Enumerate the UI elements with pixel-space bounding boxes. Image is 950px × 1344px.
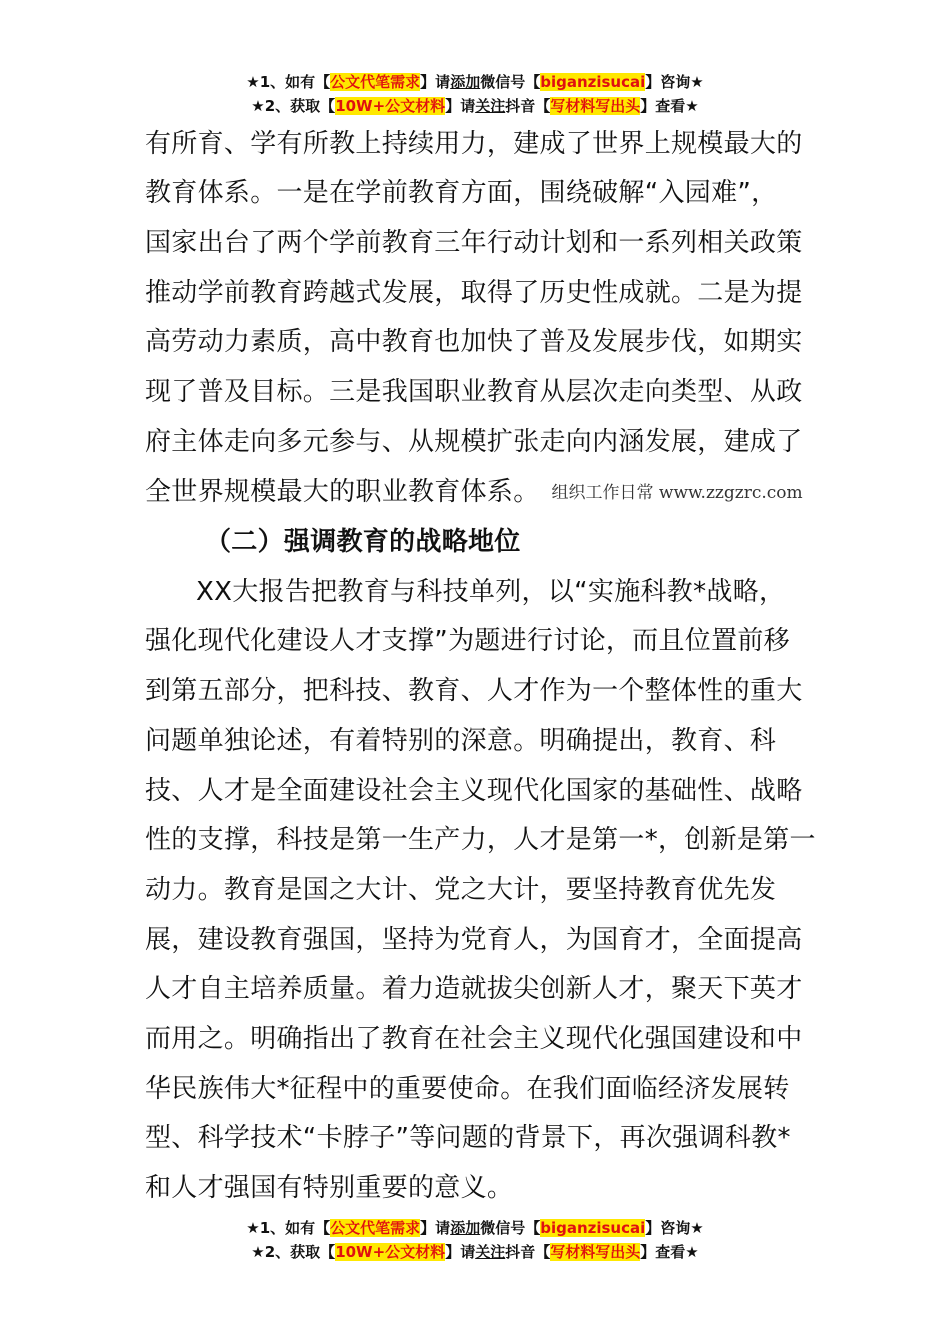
- watermark-text: 组织工作日常 www.zzgzrc.com: [551, 483, 803, 503]
- banner-text: ★2、获取【: [251, 97, 336, 115]
- banner-line-2: [0, 94, 950, 118]
- paragraph-line: 华民族伟大*征程中的重要使命。在我们面临经济发展转: [145, 1074, 790, 1104]
- banner-highlight: 公文代笔需求: [330, 73, 421, 91]
- banner-underline: 添加: [450, 1219, 481, 1237]
- banner-highlight: 写材料写出头: [550, 97, 641, 115]
- banner-text: 】查看★: [640, 97, 699, 115]
- banner-highlight: biganzisucai: [540, 73, 646, 91]
- banner-text: 】请: [420, 1219, 451, 1237]
- banner-text: 】请: [420, 73, 451, 91]
- banner-text: 】请: [445, 97, 476, 115]
- banner-text: 】咨询★: [645, 73, 704, 91]
- paragraph-line: 人才自主培养质量。着力造就拔尖创新人才，聚天下英才: [145, 974, 803, 1004]
- paragraph-line: 型、科学技术“卡脖子”等问题的背景下，再次强调科教*: [145, 1123, 791, 1153]
- banner-highlight: 10W+公文材料: [335, 97, 446, 115]
- banner-underline: 关注: [475, 97, 506, 115]
- banner-text: 微信号【: [480, 1219, 541, 1237]
- banner-line-1: [0, 1216, 950, 1240]
- paragraph-line: 技、人才是全面建设社会主义现代化国家的基础性、战略: [145, 776, 803, 806]
- paragraph-line: 到第五部分，把科技、教育、人才作为一个整体性的重大: [145, 676, 803, 706]
- banner-underline: 关注: [475, 1243, 506, 1261]
- paragraph-line: 而用之。明确指出了教育在社会主义现代化强国建设和中: [145, 1024, 803, 1054]
- paragraph-line: 现了普及目标。三是我国职业教育从层次走向类型、从政: [145, 377, 803, 407]
- banner-text: ★1、如有【: [246, 1219, 331, 1237]
- banner-text: 】请: [445, 1243, 476, 1261]
- paragraph-line: 教育体系。一是在学前教育方面，围绕破解“入园难”，: [145, 178, 778, 208]
- banner-text: 抖音【: [505, 1243, 551, 1261]
- top-banner: [0, 70, 950, 118]
- paragraph-line: XX大报告把教育与科技单列，以“实施科教*战略，: [196, 577, 786, 607]
- section-heading: （二）强调教育的战略地位: [205, 527, 521, 557]
- paragraph-line: 强化现代化建设人才支撑”为题进行讨论，而且位置前移: [145, 626, 790, 656]
- bottom-banner: [0, 1216, 950, 1264]
- banner-highlight: 写材料写出头: [550, 1243, 641, 1261]
- banner-text: ★2、获取【: [251, 1243, 336, 1261]
- paragraph-line: 府主体走向多元参与、从规模扩张走向内涵发展，建成了: [145, 427, 803, 457]
- banner-text: 微信号【: [480, 73, 541, 91]
- paragraph-line: 有所育、学有所教上持续用力，建成了世界上规模最大的: [145, 129, 803, 159]
- banner-text: 】咨询★: [645, 1219, 704, 1237]
- paragraph-line: 性的支撑，科技是第一生产力，人才是第一*，创新是第一: [145, 825, 816, 855]
- paragraph-last-line: [145, 475, 803, 510]
- paragraph-line: 和人才强国有特别重要的意义。: [145, 1173, 514, 1203]
- banner-line-2: [0, 1240, 950, 1264]
- paragraph-line: 推动学前教育跨越式发展，取得了历史性成就。二是为提: [145, 278, 803, 308]
- banner-highlight: biganzisucai: [540, 1219, 646, 1237]
- banner-highlight: 公文代笔需求: [330, 1219, 421, 1237]
- banner-text: ★1、如有【: [246, 73, 331, 91]
- paragraph-line: 问题单独论述，有着特别的深意。明确提出，教育、科: [145, 726, 777, 756]
- banner-text: 】查看★: [640, 1243, 699, 1261]
- paragraph-line: 高劳动力素质，高中教育也加快了普及发展步伐，如期实: [145, 327, 803, 357]
- paragraph-line: 展，建设教育强国，坚持为党育人，为国育才，全面提高: [145, 925, 803, 955]
- banner-line-1: [0, 70, 950, 94]
- banner-underline: 添加: [450, 73, 481, 91]
- paragraph-line: 动力。教育是国之大计、党之大计，要坚持教育优先发: [145, 875, 777, 905]
- paragraph-text: 全世界规模最大的职业教育体系。: [145, 477, 540, 507]
- banner-text: 抖音【: [505, 97, 551, 115]
- paragraph-line: 国家出台了两个学前教育三年行动计划和一系列相关政策: [145, 228, 803, 258]
- banner-highlight: 10W+公文材料: [335, 1243, 446, 1261]
